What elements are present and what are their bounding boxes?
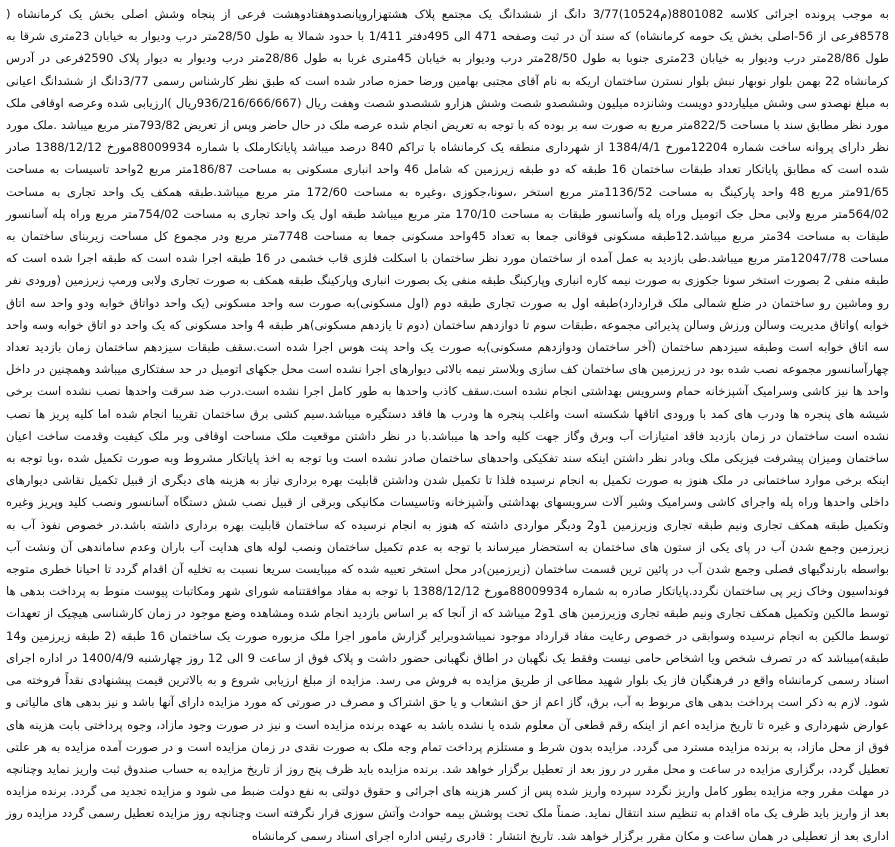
auction-notice-body: به موجب پرونده اجرائی کلاسه 8801082(م10524)3/77 دانگ از ششدانگ یک مجتمع پلاک هشتهزاروپانصدوهفتادوهشت فرعی از پنجاه وشش اصلی بخش یک کرمانشاه ( 8578فرعی از 56-اصلی بخش یک حومه کرمانشاه) که سند آن در ثبت وصفحه 471 الی 495دفتر 1/411 با حدود شمالا به طول 28/50متر درب وديوار به خيابان 23متری شرقا به طول 28/86متر درب وديوار به خيابان 23متری جنوبا به طول 28/50متر درب وديوار به خيابان 45متری غربا به طول 28/86متر درب وديوار به ديوار پلاک 2590فرعی در آدرس کرمانشاه 22 بهمن بلوار نوبهار نبش بلوار نسترن ساختمان اريکه به نام آقای مجتبی بهامين ورضا حمزه صادر شده است که طبق نظر کارشناس رسمی 3/77دانگ از ششدانگ اعيانی به مبلغ نهصدو سی وشش ميليارددو دويست وشانزده ميليون وششصدو شصت وشش هزارو ششصدو شصت وهفت ريال (936/216/666/667ريال )ارزيابی شده وعرصه اوقافی ملک مورد نظر مطابق سند با مساحت 822/5متر مربع به صورت سه بر بوده که با توجه به تعريض انجام شده عرصه ملک در حال حاضر وپس از تعريض 793/82متر مربع ميباشد .ملک مورد نظر دارای پروانه ساخت شماره 12204مورخ 1384/4/1 از شهرداری منطقه يک کرمانشاه با تراکم 840 درصد ميباشد پاياتکارملک با شماره 88009934مورخ 1388/12/12 صادر شده است که مطابق پاياتکار تعداد طبقات ساختمان 16 طبقه که دو طبقه زيرزمين که شامل 46 واحد انباری مسکونی به مساحت 186/87متر مربع 2واحد تاسيسات به مساحت 91/65متر مربع 48 واحد پارکينگ به مساحت 1136/52متر مربع استخر ،سونا،جکوزی ،وغيره به مساحت 172/60 متر مربع ميباشد.طبقه همکف يک واحد تجاری به مساحت 564/02متر مربع ولابی محل جک اتوميل وراه پله وآسانسور طبقات به مساحت 170/10 متر مربع ميباشد طبقه اول يک واحد تجاری به مساحت 754/02متر مربع وراه پله آسانسور طبقات به مساحت 34متر مربع ميباشد.12طبقه مسکونی فوقانی جمعا به تعداد 45واحد مسکونی جمعا به مساحت 7748متر مربع ودر مجموع کل مساحت زيربنای ساختمان به مساحت 12047/78متر مربع ميباشد.طی بازديد به عمل آمده از ساختمان مورد نظر ساختمان با اسکلت فلزی قاب خشمی در 16 طبقه اجرا شده است که طبقه اجرا شده است که طبقه منفی 2 بصورت استخر سونا جکوزی به صورت نيمه کاره انباری وپارکينگ طبقه منفی يک بصورت انباری وپارکينگ طبقه همکف به صورت تجاری ولابی ورمپ زيرزمين (ورودی نفر رو وماشين رو ساختمان در ضلع شمالی ملک قراردارد)طبقه اول به صورت تجاری طبقه دوم (اول مسکونی)به صورت سه واحد مسکونی (يک واحد دواتاق خوابه ودو واحد سه اتاق خوابه )واتاق مديريت وسالن ورزش وسالن پذيرائی مجموعه ،طبقات سوم تا دوازدهم ساختمان (دوم تا يازدهم مسکونی)هر طبقه 4 واحد مسکونی که يک واحد دو اتاق خوابه وسه واحد سه اتاق خوابه است وطبقه سيزدهم ساختمان (آخر ساختمان ودوازدهم مسکونی)به صورت يک واحد پنت هوس اجرا شده است.سقف طبقات سيزدهم ساختمان زمان بازديد تعداد چهارآسانسور مجموعه نصب شده بود در زيرزمين های ساختمان کف سازی وبلاستر نيمه بالائی ديوارهای اجرا نشده است محل جکهای اتوميل در حد سفتکاری ميباشد وهمچنين در داخل واحد ها نيز کاشی وسراميک آشپزخانه حمام وسرويس بهداشتی انجام نشده است.سقف کاذب واحدها به طور کامل اجرا نشده است.درب ضد سرقت واحدها نصب نشده است برخی شيشه های پنجره ها ودرب های کمد با ورودی اتاقها شکسته است واغلب پنجره ها ودرب ها فاقد دستگيره ميباشد.سيم کشی برق ساختمان تقريبا انجام شده اما کليه پريز ها نصب نشده است ساختمان در زمان بازديد فاقد امتيازات آب وبرق وگاز جهت کليه واحد ها ميباشد.با در نظر داشتن موقعيت ملک مساحت اوقافی وبر ملک کيفيت وقدمت ساخت اعيان ساختمان وميزان پيشرفت فيزيکی ملک وبادر نظر داشتن اينکه سند تفکيکی واحدهای ساختمان صادر نشده است وبا توجه به اخذ پاياتکار مشروط وبه صورت تکميل شده ،وبا توجه به اينکه برخی موارد ساختمانی در ملک هنوز به صورت تکميل به انجام نرسيده فلذا تا تکميل شدن وداشتن قابليت بهره برداری نياز به هزينه های ديگری از قبيل تکميل نقاشی ديوارهای داخلی واحدها وراه پله واجرای کاشی وسراميک وشير آلات سرويسهای بهداشتی وآشپزخانه وتاسيسات مکانيکی وبرقی از قبيل نصب شش دستگاه آسانسور ونصب کليد وپريز وغيره وتکميل طبقه همکف تجاری ونيم طبقه تجاری وزيرزمين 1و2 وديگر مواردی داشته که هنوز به انجام نرسيده که ساختمان قابليت بهره برداری داشته باشد.در خصوص نفوذ آب به زيرزمين وجمع شدن آب در پای يکی از ستون های ساختمان به استحضار ميرساند با توجه به عدم تکميل ساختمان ونصب لوله های هدايت آب باران وعدم ساماندهی آن ونشت آب بواسطه بارندگيهای فصلی وجمع شدن آب در پائين ترين قسمت ساختمان (زيرزمين)در محل استخر تعبيه شده که ميبايست سريعا نسبت به تخليه آن اقدام گردد تا احيانا خطری متوجه فونداسيون وخاک زير پی ساختمان نگردد.پاياتکار صادره به شماره 88009934مورخ 1388/12/12 با توجه به مفاد موافقتنامه شورای شهر ومکاتبات پيوست منوط به پرداخت بدهی ها توسط مالکين وتکميل همکف تجاری ونيم طبقه تجاری وزيرزمين های 1و2 ميباشد که از آنجا که بر اساس بازديد انجام شده ومشاهده وضع موجود در زمان کارشناسی هيچيک از تعهدات توسط مالکين به انجام نرسيده وسوابقی در خصوص رعايت مفاد قرارداد موجود نميباشدوبراير گزارش مامور اجرا ملک مزبوره صورت يک ساختمان 16 طبقه (2 طبقه زيرزمين و14 طبقه)ميباشد که در تصرف شخص ويا اشخاص حامی نيست وفقط يک نگهبان در اطاق نگهبانی حضور داشت و پلاک فوق از ساعت 9 الی 12 روز چهارشنبه 1400/4/9 در اداره اجرای اسناد رسمی کرمانشاه واقع در فرهنگيان فاز يک بلوار شهيد مطاعی از طريق مزايده به فروش می رسد. مزايده از مبلغ ارزيابی شروع و به بالاترين قيمت پيشنهادی نقداً فروخته می شود. لازم به ذکر است پرداخت بدهی های مربوط به آب، برق، گاز اعم از حق انشعاب و يا حق اشتراک و مصرف در صورتی که مورد مزايده دارای آنها باشد و نيز بدهی های مالياتی و عوارض شهرداری و غيره تا تاريخ مزايده اعم از اينکه رقم قطعی آن معلوم شده يا نشده باشد به عهده برنده مزايده است و نيز در صورت وجود مازاد، وجوه پرداختی بابت هزينه های فوق از محل مازاد، به برنده مزايده مسترد می گردد. مزايده بدون شرط و مستلزم پرداخت تمام وجه ملک به صورت نقدی در زمان مزايده است و در صورت آمده مزايده به هر علتی تعطيل گردد، برگزاری مزايده در ساعت و محل مقرر در روز بعد از تعطيل برگزار خواهد شد. برنده مزايده بايد ظرف پنج روز از تاريخ مزايده به حساب صندوق ثبت واريز نمايد وچنانچه در مهلت مقرر وجه مزايده بطور کامل واريز نگردد سپرده واريز شده پس از کسر هزينه های اجرائی و حقوق دولتی به نفع دولت ضبط می شود و مزايده تجديد می گردد. برنده مزايده بعد از واريز بايد ظرف يک ماه اقدام به تنظيم سند انتقال نمايد. ضمناً ملک تحت پوشش بيمه حوادث وآتش سوزی قرار نگرفته است وچنانچه روز مزايده تعطيل رسمی گردد مزايده روز اداری بعد از تعطيلی در همان ساعت و مکان مقرر برگزار خواهد شد. تاريخ انتشار : قادری رئيس اداره اجرای اسناد رسمی کرمانشاه xyxy=(6,7,890,843)
